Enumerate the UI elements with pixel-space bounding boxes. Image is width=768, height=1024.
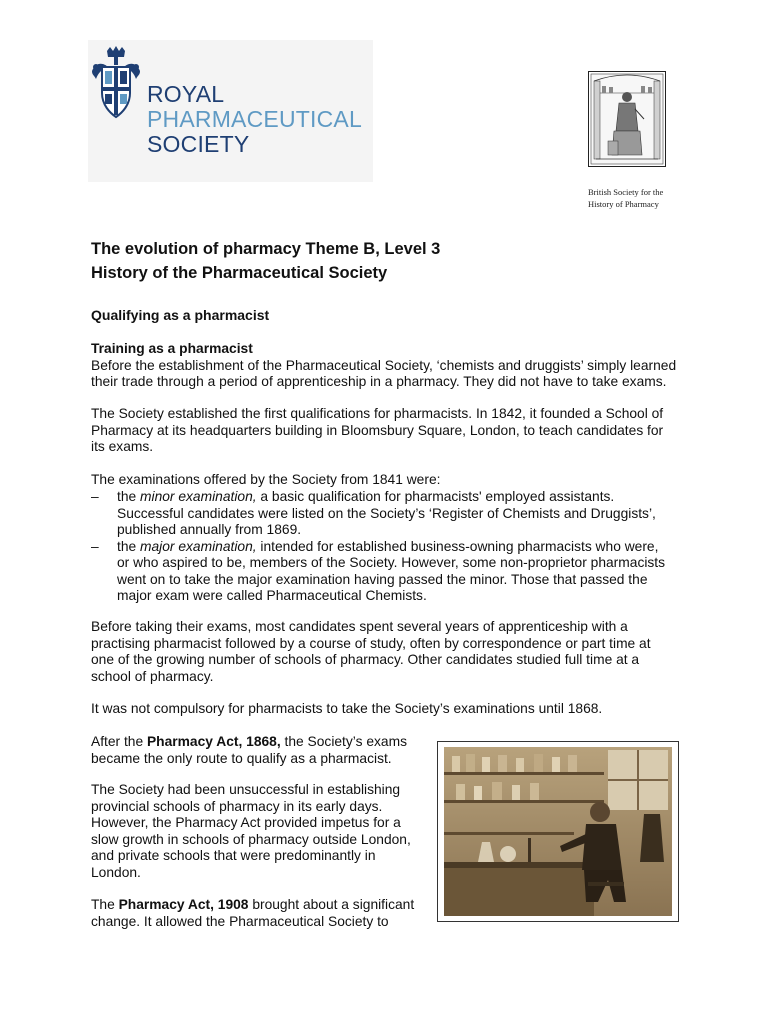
society-line3: its exams. bbox=[91, 439, 154, 454]
society-line1: The Society established the first qualifications for pharmacists. In 1842, it founded a School of bbox=[91, 406, 664, 421]
title-line1: The evolution of pharmacy Theme B, Level 3 bbox=[91, 240, 441, 258]
act1908-bold: Pharmacy Act, 1908 bbox=[118, 897, 249, 912]
act1908-line2: change. It allowed the Pharmaceutical Society to bbox=[91, 913, 389, 929]
title-line2: History of the Pharmaceutical Society bbox=[91, 264, 388, 282]
act1908-post: brought about a significant bbox=[248, 897, 415, 912]
provincial-line5: and private schools that were predominantly in bbox=[91, 848, 376, 863]
apothecary-woodcut-image bbox=[588, 71, 666, 167]
society-line2: Pharmacy at its headquarters building in Bloomsbury Square, London, to teach candidates for bbox=[91, 422, 664, 438]
major-line1: intended for established business-owning pharmacists who were, bbox=[256, 538, 659, 554]
provincial-paragraph bbox=[91, 782, 411, 881]
list-dash: – bbox=[91, 538, 99, 554]
training-line1: Before the establishment of the Pharmaceutical Society, ‘chemists and druggists’ simply learned bbox=[91, 357, 677, 373]
logo-line-pharmaceutical: PHARMACEUTICAL bbox=[147, 106, 362, 132]
minor-line3: published annually from 1869. bbox=[117, 522, 302, 537]
minor-line1: a basic qualification for pharmacists' employed assistants. bbox=[256, 489, 615, 504]
logo-line-society: SOCIETY bbox=[147, 131, 250, 157]
major-exam-term: major examination, bbox=[140, 538, 257, 554]
section-heading: Qualifying as a pharmacist bbox=[91, 307, 270, 323]
provincial-line1: The Society had been unsuccessful in establishing bbox=[91, 782, 401, 797]
training-section bbox=[91, 341, 676, 391]
before-exams-paragraph bbox=[91, 619, 651, 685]
before-line4: school of pharmacy. bbox=[91, 668, 214, 684]
act1908-pre: The bbox=[91, 897, 119, 912]
training-heading: Training as a pharmacist bbox=[91, 341, 253, 356]
before-line2: practising pharmacist followed by a course of study, often by correspondence or part time at bbox=[91, 635, 651, 651]
society-paragraph bbox=[91, 406, 663, 456]
exams-intro: The examinations offered by the Society from 1841 were: bbox=[91, 472, 441, 487]
act-1868-paragraph bbox=[91, 734, 407, 767]
list-item-major bbox=[91, 539, 691, 605]
bshp-caption bbox=[588, 186, 663, 210]
act1868-post: the Society’s exams bbox=[280, 734, 407, 749]
society-logo-wordmark bbox=[147, 82, 362, 157]
act1868-bold: Pharmacy Act, 1868, bbox=[146, 734, 281, 749]
training-line2: their trade through a period of apprenticeship in a pharmacy. They did not have to take exams. bbox=[91, 374, 667, 389]
major-line2: or who aspired to be, members of the Society. However, some non-proprietor pharmacists bbox=[117, 555, 666, 570]
provincial-line2: provincial schools of pharmacy in its early days. bbox=[91, 798, 383, 814]
document-title bbox=[91, 237, 440, 285]
exam-list bbox=[91, 489, 691, 605]
bshp-caption-line2: History of Pharmacy bbox=[588, 199, 659, 209]
minor-line2: Successful candidates were listed on the Society’s ‘Register of Chemists and Druggists’, bbox=[117, 505, 656, 521]
logo-line-royal: ROYAL bbox=[147, 81, 225, 107]
major-line3: went on to take the major examination having passed the minor. Those that passed the bbox=[117, 571, 648, 587]
minor-pre: the bbox=[117, 489, 141, 504]
list-dash: – bbox=[91, 489, 99, 504]
major-pre: the bbox=[117, 538, 141, 554]
royal-pharmaceutical-crest-icon bbox=[90, 45, 142, 125]
before-line3: one of the growing number of schools of pharmacy. Other candidates studied full time at a bbox=[91, 652, 640, 667]
act-1908-paragraph bbox=[91, 897, 414, 930]
historic-pharmacist-photo-frame bbox=[437, 741, 679, 922]
compulsory-paragraph: It was not compulsory for pharmacists to take the Society’s examinations until 1868. bbox=[91, 701, 603, 716]
provincial-line4: slow growth in schools of pharmacy outside London, bbox=[91, 831, 411, 847]
act1868-line2: became the only route to qualify as a pharmacist. bbox=[91, 750, 392, 766]
provincial-line3: However, the Pharmacy Act provided impetus for a bbox=[91, 815, 401, 830]
list-item-minor bbox=[91, 489, 691, 539]
bshp-caption-line1: British Society for the bbox=[588, 187, 664, 197]
act1868-pre: After the bbox=[91, 734, 147, 749]
before-line1: Before taking their exams, most candidates spent several years of apprenticeship with a bbox=[91, 619, 628, 634]
pharmacist-laboratory-photo bbox=[438, 742, 678, 921]
major-line4: major exam were called Pharmaceutical Chemists. bbox=[117, 588, 427, 603]
minor-exam-term: minor examination, bbox=[140, 489, 257, 504]
provincial-line6: London. bbox=[91, 864, 141, 880]
